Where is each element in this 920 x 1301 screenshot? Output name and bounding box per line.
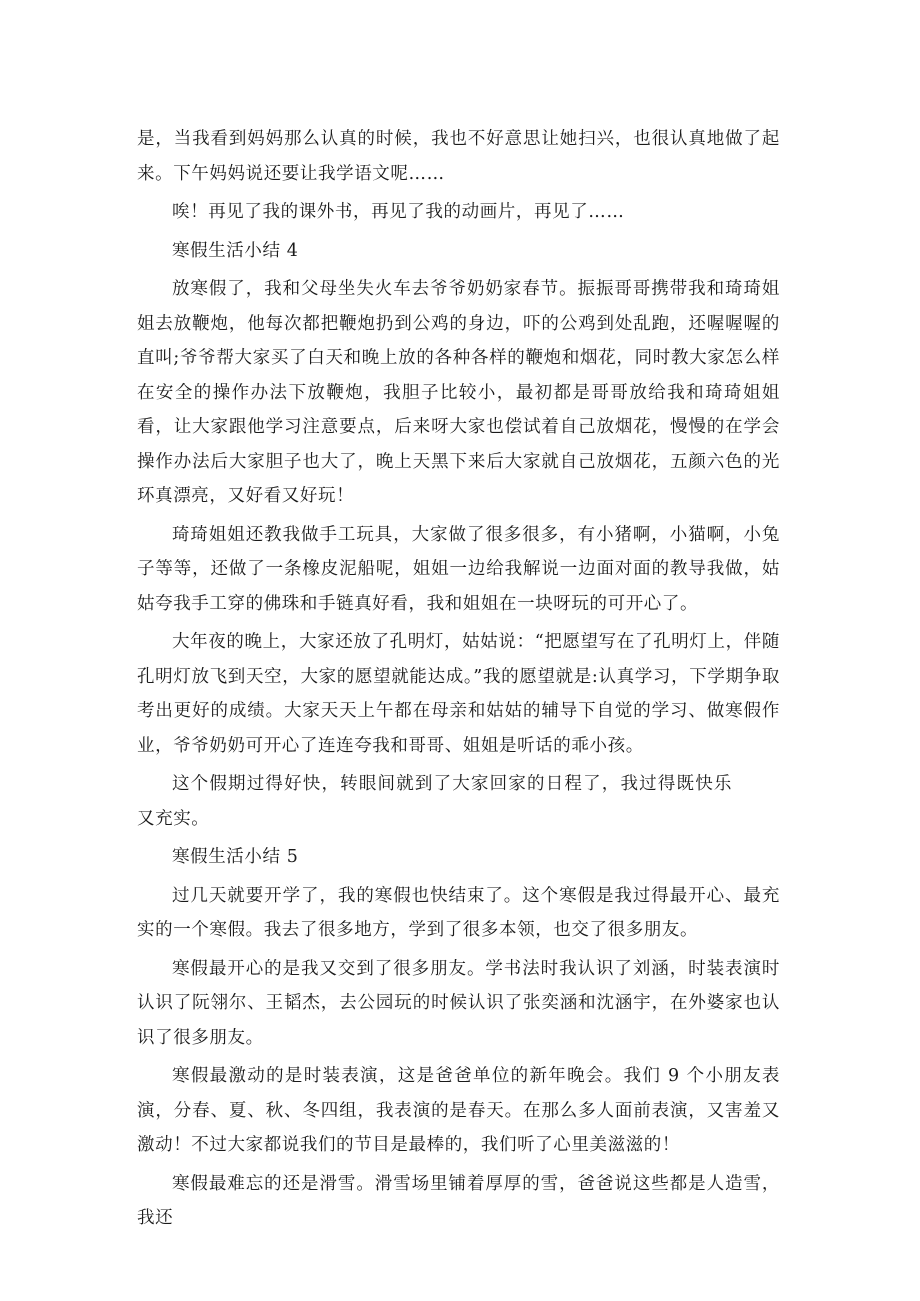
paragraph: 唉！再见了我的课外书，再见了我的动画片，再见了…… (172, 202, 625, 222)
section-heading-4: 寒假生活小结 4 (172, 240, 299, 261)
document-page (137, 122, 780, 1240)
paragraph: 大年夜的晚上，大家还放了孔明灯，姑姑说：“把愿望写在了孔明灯上，伴随孔明灯放飞到天空，大家的愿望就能达成。”我的愿望就是:认真学习，下学期争取考出更好的成绩。大家天天上午都在母亲和姑姑的辅导下自觉的学习、做寒假作业，爷爷奶奶可开心了连连夸我和哥哥、姐姐是听话的乖小孩。 (137, 632, 780, 756)
paragraph: 寒假最开心的是我又交到了很多朋友。学书法时我认识了刘涵，时装表演时认识了阮翎尔、王韬杰，去公园玩的时候认识了张奕涵和沈涵宇，在外婆家也认识了很多朋友。 (137, 958, 780, 1048)
paragraph-continued: 是，当我看到妈妈那么认真的时候，我也不好意思让她扫兴，也很认真地做了起来。下午妈妈说还要让我学语文呢…… (137, 129, 780, 184)
paragraph: 寒假最难忘的还是滑雪。滑雪场里铺着厚厚的雪，爸爸说这些都是人造雪，我还 (137, 1173, 780, 1228)
paragraph: 琦琦姐姐还教我做手工玩具，大家做了很多很多，有小猪啊，小猫啊，小兔子等等，还做了一条橡皮泥船呢，姐姐一边给我解说一边面对面的教导我做，姑姑夸我手工穿的佛珠和手链真好看，我和姐姐在一块呀玩的可开心了。 (137, 524, 780, 614)
paragraph: 这个假期过得好快，转眼间就到了大家回家的日程了，我过得既快乐又充实。 (137, 774, 732, 829)
section-heading-5: 寒假生活小结 5 (172, 847, 299, 867)
paragraph: 过几天就要开学了，我的寒假也快结束了。这个寒假是我过得最开心、最充实的一个寒假。我去了很多地方，学到了很多本领，也交了很多朋友。 (137, 885, 780, 940)
paragraph: 寒假最激动的是时装表演，这是爸爸单位的新年晚会。我们 9 个小朋友表演，分春、夏、秋、冬四组，我表演的是春天。在那么多人面前表演，又害羞又激动！不过大家都说我们的节目是最棒的，我们听了心里美滋滋的！ (137, 1066, 780, 1155)
paragraph: 放寒假了，我和父母坐失火车去爷爷奶奶家春节。振振哥哥携带我和琦琦姐姐去放鞭炮，他每次都把鞭炮扔到公鸡的身边，吓的公鸡到处乱跑，还喔喔喔的直叫;爷爷帮大家买了白天和晚上放的各种各样的鞭炮和烟花，同时教大家怎么样在安全的操作办法下放鞭炮，我胆子比较小，最初都是哥哥放给我和琦琦姐姐看，让大家跟他学习注意要点，后来呀大家也偿试着自己放烟花，慢慢的在学会操作办法后大家胆子也大了，晚上天黑下来后大家就自己放烟花，五颜六色的光环真漂亮，又好看又好玩！ (137, 279, 780, 506)
